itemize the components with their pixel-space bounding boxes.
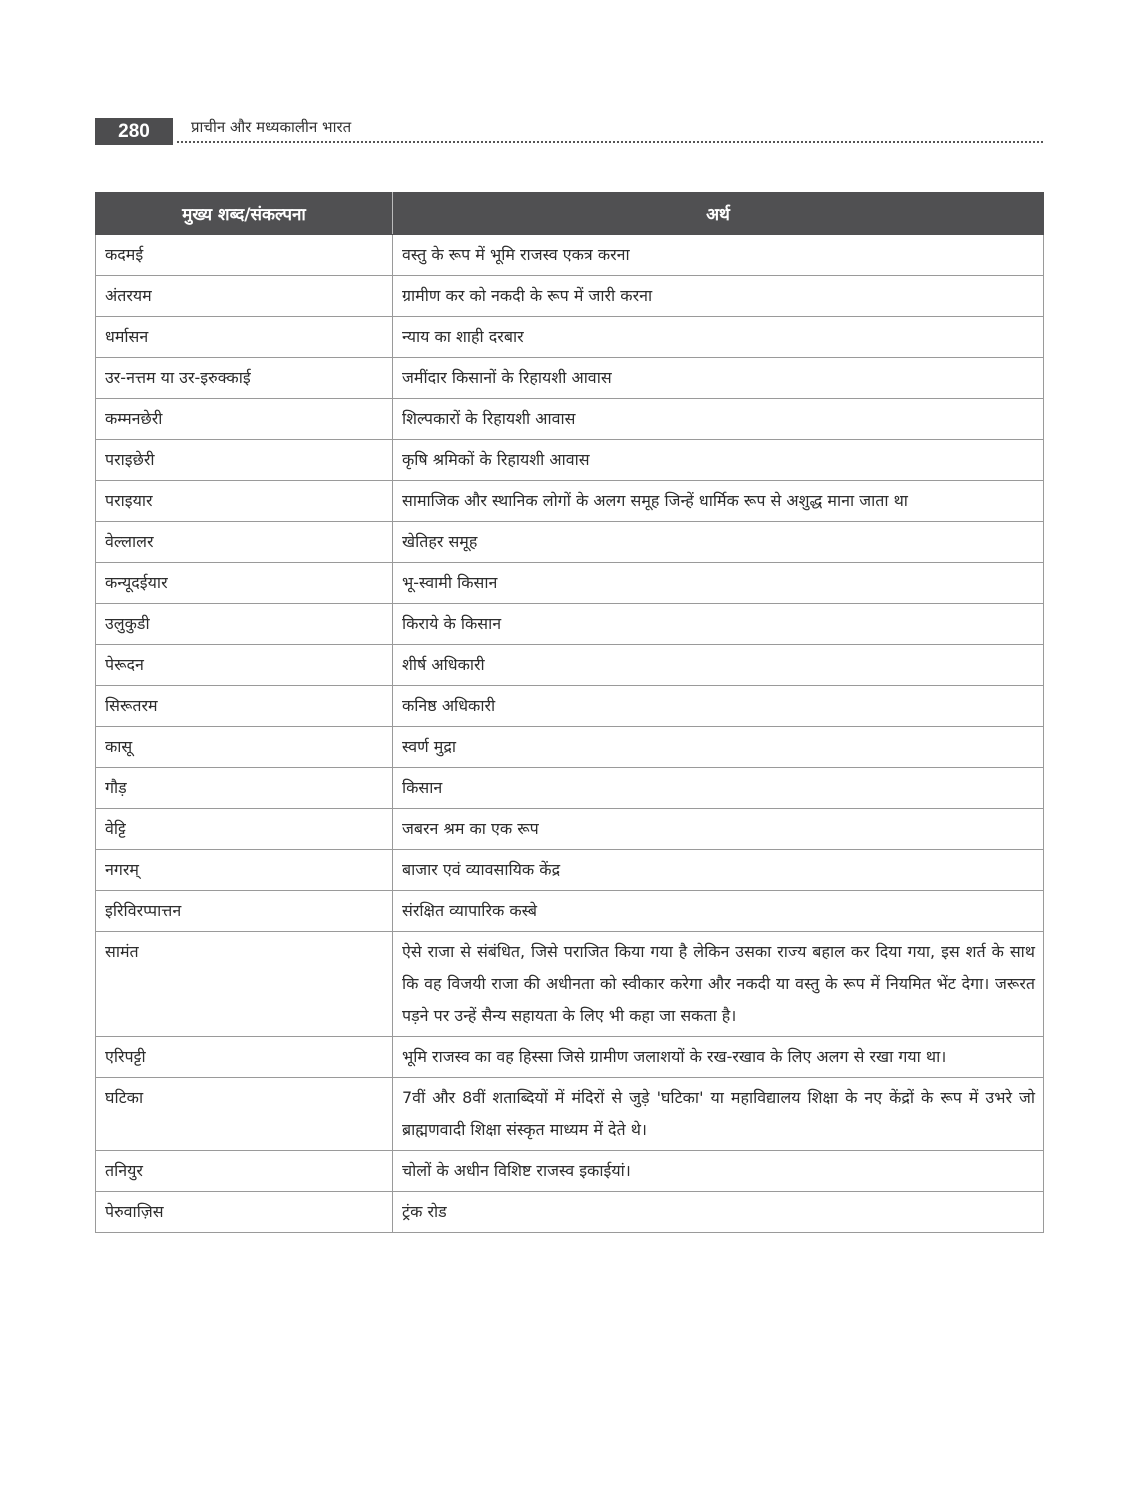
table-row xyxy=(96,440,1044,481)
header-dotted-rule xyxy=(177,141,1043,143)
table-row xyxy=(96,563,1044,604)
term-cell: अंतरयम xyxy=(96,276,393,317)
meaning-cell: किराये के किसान xyxy=(393,604,1044,645)
meaning-cell: कृषि श्रमिकों के रिहायशी आवास xyxy=(393,440,1044,481)
table-row xyxy=(96,522,1044,563)
table-row xyxy=(96,1037,1044,1078)
table-row xyxy=(96,645,1044,686)
table-row xyxy=(96,604,1044,645)
table-header-row xyxy=(96,193,1044,235)
book-title: प्राचीन और मध्यकालीन भारत xyxy=(191,118,352,136)
term-cell: पराइछेरी xyxy=(96,440,393,481)
term-cell: कदमई xyxy=(96,235,393,276)
term-cell: घटिका xyxy=(96,1078,393,1151)
table-row xyxy=(96,1078,1044,1151)
glossary-table xyxy=(95,192,1044,1233)
term-cell: नगरम् xyxy=(96,850,393,891)
term-cell: कम्मनछेरी xyxy=(96,399,393,440)
table-row xyxy=(96,809,1044,850)
table-row xyxy=(96,1151,1044,1192)
table-row xyxy=(96,399,1044,440)
page-number: 280 xyxy=(95,118,173,145)
term-cell: तनियुर xyxy=(96,1151,393,1192)
meaning-cell: बाजार एवं व्यावसायिक केंद्र xyxy=(393,850,1044,891)
term-cell: पेरूदन xyxy=(96,645,393,686)
meaning-cell: न्याय का शाही दरबार xyxy=(393,317,1044,358)
column-header-term: मुख्य शब्द/संकल्पना xyxy=(96,193,393,235)
table-row xyxy=(96,317,1044,358)
table-row xyxy=(96,276,1044,317)
term-cell: वेल्लालर xyxy=(96,522,393,563)
meaning-cell: चोलों के अधीन विशिष्ट राजस्व इकाईयां। xyxy=(393,1151,1044,1192)
meaning-cell: सामाजिक और स्थानिक लोगों के अलग समूह जिन्हें धार्मिक रूप से अशुद्ध माना जाता था xyxy=(393,481,1044,522)
meaning-cell: स्वर्ण मुद्रा xyxy=(393,727,1044,768)
term-cell: उलुकुडी xyxy=(96,604,393,645)
meaning-cell: शीर्ष अधिकारी xyxy=(393,645,1044,686)
meaning-cell: जमींदार किसानों के रिहायशी आवास xyxy=(393,358,1044,399)
table-row xyxy=(96,358,1044,399)
table-row xyxy=(96,932,1044,1037)
glossary-body xyxy=(96,235,1044,1233)
meaning-cell: भूमि राजस्व का वह हिस्सा जिसे ग्रामीण जलाशयों के रख-रखाव के लिए अलग से रखा गया था। xyxy=(393,1037,1044,1078)
meaning-cell: ग्रामीण कर को नकदी के रूप में जारी करना xyxy=(393,276,1044,317)
term-cell: पराइयार xyxy=(96,481,393,522)
page-header xyxy=(95,115,1043,145)
term-cell: एरिपट्टी xyxy=(96,1037,393,1078)
table-row xyxy=(96,686,1044,727)
meaning-cell: भू-स्वामी किसान xyxy=(393,563,1044,604)
table-row xyxy=(96,1192,1044,1233)
meaning-cell: 7वीं और 8वीं शताब्दियों में मंदिरों से जुड़े 'घटिका' या महाविद्यालय शिक्षा के नए केंद्रों के रूप में उभरे जो ब्राह्मणवादी शिक्षा संस्कृत माध्यम में देते थे। xyxy=(393,1078,1044,1151)
meaning-cell: किसान xyxy=(393,768,1044,809)
meaning-cell: शिल्पकारों के रिहायशी आवास xyxy=(393,399,1044,440)
meaning-cell: संरक्षित व्यापारिक कस्बे xyxy=(393,891,1044,932)
table-row xyxy=(96,850,1044,891)
table-row xyxy=(96,727,1044,768)
table-row xyxy=(96,768,1044,809)
term-cell: कासू xyxy=(96,727,393,768)
term-cell: गौड़ xyxy=(96,768,393,809)
term-cell: सामंत xyxy=(96,932,393,1037)
table-row xyxy=(96,235,1044,276)
column-header-meaning: अर्थ xyxy=(393,193,1044,235)
meaning-cell: खेतिहर समूह xyxy=(393,522,1044,563)
term-cell: वेट्टि xyxy=(96,809,393,850)
term-cell: कन्यूदईयार xyxy=(96,563,393,604)
meaning-cell: ट्रंक रोड xyxy=(393,1192,1044,1233)
table-row xyxy=(96,891,1044,932)
term-cell: सिरूतरम xyxy=(96,686,393,727)
term-cell: उर-नत्तम या उर-इरुक्काई xyxy=(96,358,393,399)
meaning-cell: ऐसे राजा से संबंधित, जिसे पराजित किया गया है लेकिन उसका राज्य बहाल कर दिया गया, इस शर्त के साथ कि वह विजयी राजा की अधीनता को स्वीकार करेगा और नकदी या वस्तु के रूप में नियमित भेंट देगा। जरूरत पड़ने पर उन्हें सैन्य सहायता के लिए भी कहा जा सकता है। xyxy=(393,932,1044,1037)
table-row xyxy=(96,481,1044,522)
meaning-cell: जबरन श्रम का एक रूप xyxy=(393,809,1044,850)
term-cell: पेरुवाज़िस xyxy=(96,1192,393,1233)
term-cell: धर्मासन xyxy=(96,317,393,358)
meaning-cell: वस्तु के रूप में भूमि राजस्व एकत्र करना xyxy=(393,235,1044,276)
term-cell: इरिविरप्पात्तन xyxy=(96,891,393,932)
meaning-cell: कनिष्ठ अधिकारी xyxy=(393,686,1044,727)
